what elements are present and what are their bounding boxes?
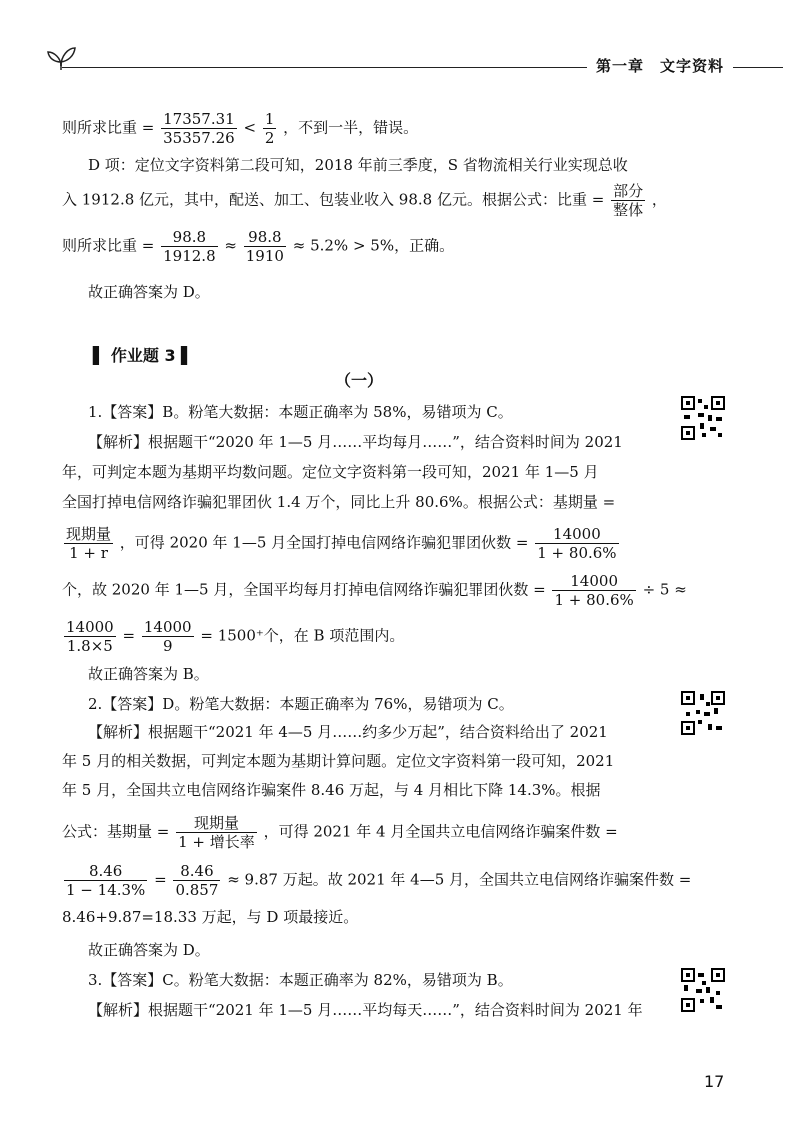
q1-analysis-line-5 bbox=[62, 572, 687, 609]
fraction: $\frac{14000}{1.8\times 5}$ bbox=[66, 618, 114, 655]
text: 个，故 2020 年 1—5 月，全国平均每月打掉电信网络诈骗犯罪团伙数 = bbox=[62, 580, 546, 599]
q1-answer: 1.【答案】B。粉笔大数据：本题正确率为 58%，易错项为 C。 bbox=[88, 403, 513, 421]
text: = 1500⁺个，在 B 项范围内。 bbox=[200, 626, 405, 645]
q3-analysis-line-1: 【解析】根据题干“2021 年 1—5 月……平均每天……”，结合资料时间为 2021 年 bbox=[88, 1001, 643, 1019]
text: ， bbox=[651, 190, 667, 209]
q1-analysis-line-3: 全国打掉电信网络诈骗犯罪团伙 1.4 万个，同比上升 80.6%。根据公式：基期量 = bbox=[62, 493, 616, 511]
q2-analysis-line-4 bbox=[62, 814, 618, 851]
page-number: 17 bbox=[704, 1072, 725, 1091]
text: ≈ 9.87 万起。故 2021 年 4—5 月，全国共立电信网络诈骗案件数 = bbox=[227, 870, 692, 889]
q1-analysis-line-2: 年，可判定本题为基期平均数问题。定位文字资料第一段可知，2021 年 1—5 月 bbox=[62, 463, 599, 481]
para-d-line-1: D 项：定位文字资料第二段可知，2018 年前三季度，S 省物流相关行业实现总收 bbox=[88, 156, 628, 174]
q3-answer: 3.【答案】C。粉笔大数据：本题正确率为 82%，易错项为 B。 bbox=[88, 971, 513, 989]
fraction: $\frac{98.8}{1910}$ bbox=[245, 228, 284, 265]
text: ，可得 2021 年 4 月全国共立电信网络诈骗案件数 = bbox=[263, 822, 618, 841]
q1-analysis-line-4 bbox=[62, 525, 621, 562]
qr-code-icon[interactable] bbox=[680, 395, 726, 441]
fraction: $\frac{98.8}{1912.8}$ bbox=[163, 228, 216, 265]
text: ≈ bbox=[224, 236, 237, 255]
q2-analysis-line-2: 年 5 月的相关数据，可判定本题为基期计算问题。定位文字资料第一段可知，2021 bbox=[62, 752, 615, 770]
sub-heading: （一） bbox=[335, 371, 384, 390]
fraction: 现期量 1 + r bbox=[66, 525, 112, 562]
fraction: 现期量 1 + 增长率 bbox=[178, 814, 255, 851]
text: = bbox=[154, 870, 167, 889]
fraction: $\frac{8.46}{0.857}$ bbox=[175, 862, 219, 899]
fraction: $\frac{14000}{1 + 80.6\%}$ bbox=[554, 572, 634, 609]
para-d-line-2 bbox=[62, 182, 667, 219]
text: 则所求比重 = bbox=[62, 118, 155, 137]
para-d-line-3 bbox=[62, 228, 454, 265]
q1-conclusion: 故正确答案为 B。 bbox=[88, 665, 209, 683]
para-a-line bbox=[62, 110, 418, 147]
text: 则所求比重 = bbox=[62, 236, 155, 255]
qr-code-icon[interactable] bbox=[680, 690, 726, 736]
fraction: 部分 整体 bbox=[613, 182, 644, 219]
qr-code-icon[interactable] bbox=[680, 967, 726, 1013]
header-rule-left bbox=[62, 67, 587, 68]
text: ，不到一半，错误。 bbox=[283, 118, 419, 137]
text: 入 1912.8 亿元，其中，配送、加工、包装业收入 98.8 亿元。根据公式：比重 = bbox=[62, 190, 605, 209]
text: ÷ 5 ≈ bbox=[642, 580, 687, 599]
text: 公式：基期量 = bbox=[62, 822, 170, 841]
text: ，可得 2020 年 1—5 月全国打掉电信网络诈骗犯罪团伙数 = bbox=[119, 533, 529, 552]
fraction: $\frac{17357.31}{35357.26}$ bbox=[163, 110, 235, 147]
text: < bbox=[243, 118, 257, 137]
q2-analysis-line-3: 年 5 月，全国共立电信网络诈骗案件 8.46 万起，与 4 月相比下降 14.3%。根据 bbox=[62, 781, 601, 799]
text: = bbox=[122, 626, 136, 645]
fraction: $\frac{14000}{9}$ bbox=[143, 618, 192, 655]
q2-answer: 2.【答案】D。粉笔大数据：本题正确率为 76%，易错项为 C。 bbox=[88, 695, 514, 713]
section-title: ▌ 作业题 3 ▌ bbox=[93, 346, 194, 365]
q1-analysis-line-1: 【解析】根据题干“2020 年 1—5 月……平均每月……”，结合资料时间为 2021 bbox=[88, 433, 623, 451]
chapter-title: 第一章 文字资料 bbox=[596, 57, 725, 75]
q2-analysis-line-6: 8.46+9.87=18.33 万起，与 D 项最接近。 bbox=[62, 908, 359, 926]
text: ≈ 5.2% > 5%，正确。 bbox=[292, 236, 455, 255]
fraction: $\frac{8.46}{1 - 14.3\%}$ bbox=[66, 862, 146, 899]
header-rule-right bbox=[733, 67, 783, 68]
leaf-logo-icon bbox=[44, 40, 78, 74]
q2-analysis-line-1: 【解析】根据题干“2021 年 4—5 月……约多少万起”，结合资料给出了 2021 bbox=[88, 723, 608, 741]
q1-analysis-line-6 bbox=[62, 618, 404, 655]
q2-analysis-line-5 bbox=[62, 862, 691, 899]
para-d-conclusion: 故正确答案为 D。 bbox=[88, 283, 210, 301]
fraction: $\frac{14000}{1 + 80.6\%}$ bbox=[537, 525, 617, 562]
fraction: $\frac{1}{2}$ bbox=[264, 110, 275, 147]
q2-conclusion: 故正确答案为 D。 bbox=[88, 941, 210, 959]
